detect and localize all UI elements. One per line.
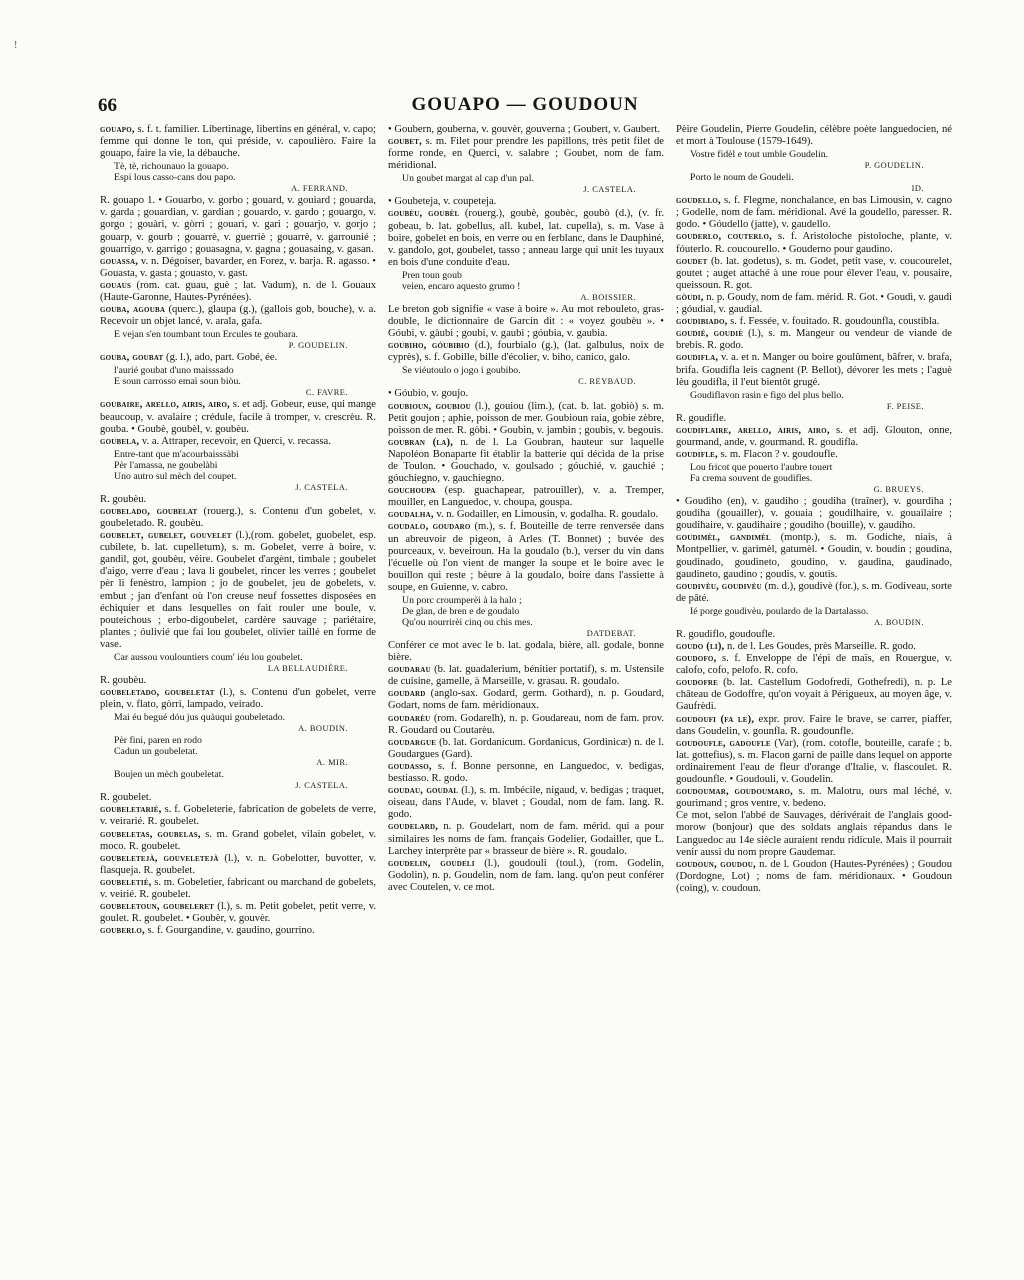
entry-headword: goudoufle, gadoufle (676, 737, 771, 749)
dictionary-entry (676, 653, 952, 677)
verse-quotation (100, 769, 376, 791)
entry-definition: s. m. Gobeletier, fabricant ou marchand de gobelets, v. veirié. R. goubelet. (100, 876, 376, 901)
entry-headword: goudau, goudal (388, 785, 459, 797)
dictionary-column-3 (676, 124, 952, 895)
dictionary-entry (388, 761, 664, 785)
dictionary-entry (100, 399, 376, 435)
entry-definition: R. goudiflo, goudoufle. (676, 628, 776, 640)
entry-definition: s. f. Enveloppe de l'épi de maïs, en Rouergue, v. calofo, cofo, pelofo. R. cofo. (676, 653, 952, 677)
entry-headword: goudello, (676, 195, 721, 207)
entry-definition: R. goudifle. (676, 412, 727, 424)
dictionary-entry (100, 256, 376, 280)
entry-definition: • Góubio, v. goujo. (388, 388, 469, 400)
dictionary-column-2 (388, 124, 664, 894)
entry-headword: goubeletado, goubeletat (100, 687, 215, 699)
entry-headword: goudiflaire, arello, airis, airo, (676, 424, 830, 436)
verse-line: Pèr l'amassa, ne goubelàbi (114, 459, 218, 471)
entry-headword: gouberlo, (100, 925, 145, 937)
verse-source: A. MIR. (316, 758, 348, 768)
verse-line: Un goubet margat al cap d'un pal. (402, 173, 534, 185)
entry-definition: R. goubèu. (100, 675, 147, 686)
entry-headword: goubèu, goubèl (388, 208, 460, 220)
entry-headword: goudargue (388, 736, 437, 748)
verse-quotation (100, 365, 376, 398)
verse-quotation (676, 149, 952, 171)
verse-line: Cadun un goubeletat. (114, 746, 198, 758)
entry-headword: goudoumar, goudoumaro, (676, 786, 794, 798)
entry-definition: (l.), goudouli (toul.), (rom. Godelin, Godolin), n. p. Goudelin, nom de fam. lang. qu'on peut conférer avec Coutelen, v. ce mot. (388, 857, 664, 893)
entry-definition: (l.), s. m. Imbécile, nigaud, v. bedigas ; traquet, oiseau, dans l'Aude, v. blavet ; Goudal, nom de fam. lang. R. godo. (388, 785, 664, 821)
verse-source: C. REYBAUD. (578, 377, 636, 387)
verse-line: Se viéutoulo o jogo i goubibo. (402, 365, 521, 377)
entry-definition: (m.), s. f. Bouteille de terre renversée dans un abreuvoir de pigeon, à Arles (T. Bonnet) ; buvée des pourceaux, v. beveiroun. Ha la goudalo (b.), verser du vin dans l'écuelle où l'on vient de manger la soupe et le boire avec le bouillon qui reste ; bèure à la goudalo, boire dans l'assiette à soupe, en Guienne, v. cabro. (388, 521, 664, 593)
verse-line: Mai éu begué dóu jus quàuqui goubeletado. (114, 712, 286, 724)
entry-definition: (querc.), glaupa (g.), (gallois gob, bouche), v. a. Recevoir un objet lancé, v. arala, gafa. (100, 304, 376, 328)
entry-headword: goubeletejà, gouveletejà (100, 852, 219, 864)
verse-quotation (100, 712, 376, 734)
dictionary-entry (676, 786, 952, 810)
entry-definition: s. f. Flegme, nonchalance, en bas Limousin, v. cagno ; Godelle, nom de fam. méridional. Avé la goudello, paresser. R. godo. • Góudello (jatte), v. gaudello. (676, 195, 952, 231)
dictionary-entry (676, 641, 952, 653)
verse-line: Espi lous casso-cans dou papo. (114, 172, 236, 184)
entry-headword: goubaire, arello, airis, airo, (100, 399, 231, 411)
dictionary-entry (676, 425, 952, 449)
verse-source: G. BRUEYS. (873, 485, 924, 495)
verse-quotation (100, 652, 376, 674)
entry-definition: R. goubèu. (100, 493, 147, 505)
entry-definition: n. de l. Goudon (Hautes-Pyrénées) ; Goudou (Dordogne, Lot) ; noms de fam. méridionaux. • Goudoun (coing), v. coudoun. (676, 858, 952, 894)
entry-definition: s. m. Filet pour prendre les papillons, très petit filet de forme ronde, en Querci, v. salabre ; Goubet, nom de fam. méridional. (388, 136, 664, 172)
entry-headword: goudifla, (676, 352, 719, 364)
dictionary-entry (388, 340, 664, 364)
entry-headword: gouchoupa (388, 485, 436, 497)
entry-headword: goudard (388, 688, 426, 700)
dictionary-entry (676, 677, 952, 713)
verse-quotation (676, 462, 952, 495)
entry-definition: (anglo-sax. Godard, germ. Gothard), n. p. Goudard, Godart, noms de fam. méridionaux. (388, 688, 664, 712)
verse-source: J. CASTELA. (295, 482, 348, 492)
entry-definition: (g. l.), ado, part. Gobé, ée. (163, 352, 278, 364)
dictionary-entry (388, 737, 664, 761)
dictionary-entry (388, 136, 664, 172)
dictionary-entry (100, 124, 376, 160)
dictionary-entry (100, 804, 376, 828)
dictionary-entry (100, 494, 376, 506)
dictionary-entry (676, 413, 952, 425)
verse-line: Tè, tè, richounauo la gouapo. (114, 161, 229, 173)
page-number: 66 (98, 95, 117, 116)
dictionary-entry (100, 792, 376, 804)
entry-definition: s. f. Fessée, v. fouitado. R. goudounfla, coustibla. (727, 316, 940, 328)
entry-definition: R. gouapo 1. • Gouarbo, v. gorbo ; gouard, v. gouiard ; gouarda, v. garda ; gouardian, v. gardian ; gouardo, v. gardo ; gouargo, v. gorgo ; gouàri, v. gòrri ; gouari, v. gari ; gouarjo, v. gorjo ; gouarp, v. gourb ; gouarrè, v. guerriè ; gouarrè, v. garrounié ; gouarrigo, v. garrigo ; gouasagna, v. gagna ; gouasaing, v. gasan. (100, 195, 376, 255)
entry-headword: gouapo, (100, 124, 135, 135)
entry-definition: (b. lat. Castellum Godofredi, Gothefredi), n. p. Le château de Godoffre, qu'on voyait à Périgueux, au moyen âge, v. Gaufrèdi. (676, 677, 952, 713)
verse-line: Qu'ou nourrirèi cinq ou chis mes. (402, 617, 533, 628)
entry-definition: s. f. Gobeleterie, fabrication de gobelets de verre, v. veirarié. R. goubelet. (100, 804, 376, 828)
dictionary-entry (676, 810, 952, 858)
verse-line: Vostre fidèl e tout umble Goudelin. (690, 149, 829, 161)
entry-definition: v. n. Dégoiser, bavarder, en Forez, v. barja. R. agasso. • Gouasta, v. gasta ; gouasto, v. gast. (100, 255, 376, 279)
entry-headword: goubet, (388, 136, 423, 148)
verse-source: A. FERRAND. (291, 184, 348, 194)
entry-headword: goudimèl, gandimèl (676, 532, 771, 544)
dictionary-entry (100, 530, 376, 651)
entry-headword: goudofre (676, 677, 719, 689)
dictionary-entry (676, 352, 952, 388)
dictionary-entry (100, 675, 376, 687)
entry-headword: gouderlo, couterlo, (676, 231, 773, 243)
dictionary-entry (676, 124, 952, 148)
dictionary-entry (676, 581, 952, 605)
dictionary-entry (388, 521, 664, 594)
verse-quotation (388, 173, 664, 195)
entry-definition: (b. lat. godetus), s. m. Godet, petit vase, v. coucourelet, goutet ; auget attaché à une roue pour élever l'eau, v. pousaire, queissoun. R. got. (676, 255, 952, 291)
dictionary-entry (676, 328, 952, 352)
verse-source: A. BOUDIN. (298, 724, 348, 734)
running-head: GOUAPO — GOUDOUN (411, 94, 639, 115)
dictionary-entry (388, 785, 664, 821)
entry-definition: s. f. Gourgandine, v. gaudino, gourrino. (144, 925, 315, 937)
verse-source: ID. (911, 184, 924, 194)
verse-quotation (388, 595, 664, 639)
dictionary-entry (676, 256, 952, 292)
entry-headword: gouaus (100, 279, 132, 291)
dictionary-entry (388, 208, 664, 268)
entry-headword: goudivèu, goudivèu (676, 580, 762, 592)
entry-definition: Le breton gob signifie « vase à boire ». Au mot rebouleto, gras-double, le dictionnaire de Garcin dit : « voyez goubèu ». • Góubi, v. gàubi ; goubi, v. gaubi ; góubia, v. gaubia. (388, 303, 664, 340)
dictionary-column-1 (100, 124, 376, 937)
verse-line: Boujen un mèch goubeletat. (114, 769, 224, 781)
entry-headword: goubioun, goubiou (388, 400, 471, 412)
entry-headword: goudoufi (fa le), (676, 713, 755, 725)
entry-definition: (l.), gouiou (lim.), (cat. b. lat. gobiò) s. m. Petit goujon ; aphie, poisson de mer. Goubioun raia, gobie zèbre, poisson de mer. R. gòbi. • Goubin, v. jambin ; goubis, v. begouis. (388, 400, 664, 436)
dictionary-entry (100, 829, 376, 853)
dictionary-entry (100, 925, 376, 937)
entry-headword: goubeletarié, (100, 804, 162, 816)
entry-headword: goudifle, (676, 448, 718, 460)
entry-headword: goubiho, góubibio (388, 340, 470, 352)
entry-headword: goubeletoun, goubeleret (100, 901, 215, 913)
entry-definition: s. et adj. Glouton, onne, gourmand, ande, v. gourmand. R. goudifla. (676, 424, 952, 448)
dictionary-entry (676, 859, 952, 895)
entry-headword: goudofo, (676, 653, 717, 665)
entry-definition: n. de l. La Goubran, hauteur sur laquelle Napoléon Bonaparte fit établir la batterie qui décida de la prise de Toulon. • Gouchado, v. goulsado ; góuchié, v. gauchié ; góuchiegno, v. gauchiegno. (388, 436, 664, 485)
verse-quotation (676, 390, 952, 412)
verse-line: Pren toun goub (402, 269, 462, 281)
verse-quotation (676, 606, 952, 628)
entry-definition: (l.), s. m. Petit gobelet, petit verre, v. goulet. R. goubelet. • Goubèr, v. gouvèr. (100, 901, 376, 925)
verse-line: Car aussou voulountiers coum' iéu lou goubelet. (114, 652, 303, 663)
dictionary-entry (100, 687, 376, 711)
entry-headword: goudié, goudiè (676, 328, 744, 340)
dictionary-entry (100, 304, 376, 328)
verse-line: Ié porge goudivèu, poulardo de la Dartalasso. (690, 605, 869, 617)
entry-headword: gouba, agouba (100, 304, 166, 316)
verse-line: Porto le noum de Goudeli. (690, 172, 794, 184)
dictionary-entry (100, 853, 376, 877)
verse-line: Fa crema souvent de goudifles. (690, 473, 813, 485)
entry-definition: (rom. Godarelh), n. p. Goudareau, nom de fam. prov. R. Goudard ou Coutarèu. (388, 712, 664, 736)
entry-headword: goubeletas, goubelas, (100, 828, 201, 840)
entry-definition: s. f. Bonne personne, en Languedoc, v. bedigas, bestiasso. R. godo. (388, 760, 664, 785)
entry-headword: goubran (la), (388, 436, 454, 448)
dictionary-entry (676, 738, 952, 786)
dictionary-entry (100, 195, 376, 255)
dictionary-entry (676, 195, 952, 231)
entry-definition: s. m. Flacon ? v. goudoufle. (717, 448, 838, 460)
verse-line: E vejan s'en toumbant toun Ercules te goubara. (114, 329, 299, 341)
verse-line: E soun carrosso emai soun biòu. (114, 376, 241, 388)
entry-definition: R. goubelet. (100, 792, 152, 804)
dictionary-entry (676, 496, 952, 532)
entry-definition: Conférer ce mot avec le b. lat. godala, bière, all. godale, bonne bière. (388, 640, 664, 664)
dictionary-entry (388, 485, 664, 509)
dictionary-entry (100, 877, 376, 901)
entry-definition: (rouerg.), s. Contenu d'un gobelet, v. goubeletado. R. goubèu. (100, 505, 376, 529)
dictionary-entry (676, 532, 952, 580)
entry-definition: v. n. Godailler, en Limousin, v. godalha. R. goudalo. (433, 509, 659, 521)
verse-quotation (676, 172, 952, 194)
entry-definition: • Goudiho (en), v. gaudiho ; goudiha (traîner), v. gourdiha ; goudiha (gouailler), v. gouaia ; goudilhaire, v. gouailaire ; goudihaire, v. gaudihaire ; goudiho (bouille), v. gaudiho. (676, 496, 952, 532)
dictionary-entry (676, 449, 952, 461)
verse-quotation (388, 270, 664, 303)
verse-quotation (100, 161, 376, 194)
verse-quotation (388, 365, 664, 387)
dictionary-entry (676, 714, 952, 738)
entry-definition: Pèire Goudelin, Pierre Goudelin, célèbre poète languedocien, né et mort à Toulouse (1579-1649). (676, 124, 952, 148)
dictionary-entry (388, 437, 664, 485)
verse-source: F. PEISE. (886, 401, 924, 411)
entry-definition: (esp. guachapear, patrouiller), v. a. Tremper, mouiller, en Languedoc, v. choupa, gouspa. (388, 485, 664, 509)
dictionary-entry (100, 280, 376, 304)
dictionary-entry (388, 388, 664, 400)
entry-definition: (l.), s. Contenu d'un gobelet, verre plein, v. flato, gòrri, lampado, veirado. (100, 687, 376, 711)
entry-headword: goubelado, goubelat (100, 505, 198, 517)
entry-headword: goudarau (388, 664, 431, 676)
entry-headword: goubelet, gubelet, gouvelet (100, 530, 232, 542)
verse-source: C. FAVRE. (305, 388, 348, 398)
entry-definition: expr. prov. Faire le brave, se carrer, piaffer, dans Goudelin, v. gounfla. R. goudounfle. (676, 713, 952, 737)
dictionary-entry (388, 304, 664, 340)
entry-definition: • Goubern, gouberna, v. gouvèr, gouverna ; Goubert, v. Gaubert. (388, 124, 660, 135)
entry-definition: s. f. Aristoloche pistoloche, plante, v. fóuterlo. R. coucourello. • Gouderno pour gaudino. (676, 231, 952, 255)
entry-definition: n. p. Goudelart, nom de fam. mérid. qui a pour similaires les noms de fam. français Godelier, Godailler, que L. Larchey interprète par « brasseur de bière ». R. goudalo. (388, 821, 664, 857)
verse-source: A. BOUDIN. (874, 617, 924, 627)
entry-headword: goudet (676, 255, 708, 267)
entry-definition: (b. lat. guadalerium, bénitier portatif), s. m. Ustensile de cuisine, gamelle, à Marseille, v. grasau. R. goudalo. (388, 664, 664, 688)
entry-headword: goudalo, goudaro (388, 521, 471, 533)
entry-headword: goudelin, goudeli (388, 857, 475, 869)
entry-definition: (m. d.), goudivè (for.), s. m. Godiveau, sorte de pâté. (676, 580, 953, 604)
dictionary-entry (388, 858, 664, 894)
entry-headword: goudoun, goudou, (676, 858, 756, 870)
dictionary-entry (676, 629, 952, 641)
entry-headword: gòudi, (676, 291, 704, 303)
dictionary-entry (100, 901, 376, 925)
verse-line: De glan, de bren e de goudalo (402, 606, 520, 617)
verse-line: Entre-tant que m'acourbaisssàbi (114, 448, 239, 460)
entry-definition: s. m. Grand gobelet, vilain gobelet, v. moco. R. goubelet. (100, 828, 376, 852)
entry-definition: (rouerg.), goubè, goubèc, goubò (d.), (v. fr. gobeau, b. lat. gobellus, all. kubel, lat. cupella), s. m. Vase à boire, gobelet en bois, en verre ou en ferblanc, dans le Dauphiné, v. gandolo, got, goubelet, tasso ; anneau large qui unit les tuyaux en bois d'une conduite d'eau. (388, 208, 664, 268)
verse-source: J. CASTELA. (295, 781, 348, 791)
entry-headword: goudarèu (388, 712, 431, 724)
dictionary-entry (388, 688, 664, 712)
verse-quotation (100, 329, 376, 351)
dictionary-entry (388, 401, 664, 437)
entry-definition: n. p. Goudy, nom de fam. mérid. R. Got. • Goudi, v. gaudi ; góudial, v. gaudial. (676, 291, 952, 316)
dictionary-entry (388, 124, 664, 136)
verse-line: Goudiflavon rasin e figo del plus bello. (690, 389, 844, 401)
entry-definition: Ce mot, selon l'abbé de Sauvages, dérivérait de l'anglais good-morow (bonjour) que des soldats anglais répandus dans le Languedoc au 14e siècle auraient rendu ridicule. Mais il pourrait venir aussi du nom propre Gaudemar. (676, 810, 952, 858)
entry-headword: goudalha, (388, 509, 434, 521)
entry-definition: (l.), s. m. Mangeur ou vendeur de viande de brebis. R. godo. (676, 328, 952, 352)
dictionary-entry (676, 316, 952, 328)
dictionary-entry (100, 506, 376, 530)
entry-definition: (l.),(rom. gobelet, guobelet, esp. cubilete, b. lat. cupelletum), s. m. Gobelet, verre à boire, v. gandil, got, goubèu, vèire. Goubelet d'argènt, timbale ; goubelet d'aigo, verre d'eau ; lava li goubelet, rincer les verres ; goubelet pèr li fenèstro, lampion ; jo de goubelet, jeu de gobelets, v. embut ; jan d'enfant où l'on creuse neuf fossettes disposées en échiquier et dans lesquelles on fait rouler une boule, v. pouteichous ; erbo-digoubelet, cardère sauvage ; pariétaire, plantes ; óulivié que fai lou goubelet, olivier taillé en forme de vase. (100, 530, 377, 650)
entry-headword: goubela, (100, 435, 140, 447)
entry-headword: goudelard, (388, 821, 439, 833)
entry-definition: (d.), fourbialo (g.), (lat. galbulus, noix de cyprès), s. f. Gobille, bille d'écolier, v. biho, canico, galo. (388, 340, 664, 364)
dictionary-entry (100, 436, 376, 448)
verse-source: A. BOISSIER. (580, 292, 636, 302)
verse-line: Uno autro sul mèch del coupet. (114, 470, 237, 482)
entry-headword: goudo (li), (676, 641, 725, 652)
dictionary-entry (388, 509, 664, 521)
dictionary-entry (100, 352, 376, 364)
verse-source: DATDEBAT. (586, 629, 636, 638)
verse-source: P. GOUDELIN. (864, 161, 924, 171)
entry-definition: n. de l. Les Goudes, près Marseille. R. godo. (724, 641, 916, 652)
verse-line: Lou fricot que pouerto l'aubre touert (690, 462, 833, 474)
verse-source: LA BELLAUDIÈRE. (267, 664, 348, 673)
dictionary-entry (388, 821, 664, 857)
verse-line: Un porc croumperèi à la halo ; (402, 595, 522, 606)
dictionary-entry (676, 292, 952, 316)
entry-definition: • Goubeteja, v. coupeteja. (388, 196, 497, 208)
entry-headword: goudasso, (388, 760, 432, 772)
entry-definition: v. a. Attraper, recevoir, en Querci, v. recassa. (139, 435, 331, 447)
entry-definition: (Var), (rom. cotofle, bouteille, carafe ; b. lat. gottefìus), s. m. Flacon garni de paille dans lequel on apporte ordinairement l'eau de fleur d'orange d'Italie, v. flascoulet. R. goudounfle. • Goudouli, v. Goudelin. (676, 737, 952, 786)
dictionary-entry (388, 196, 664, 208)
verse-line: veien, encaro aquesto grumo ! (402, 280, 521, 292)
dictionary-entry (388, 664, 664, 688)
entry-definition: s. m. Malotru, ours mal léché, v. gourimand ; gros ventre, v. bedeno. (676, 786, 952, 810)
dictionary-entry (388, 640, 664, 664)
entry-definition: s. et adj. Gobeur, euse, qui mange beaucoup, v. avalaire ; crédule, facile à tromper, v. crescrèu. R. gouba. • Goubè, goubèl, v. goubèu. (100, 399, 376, 435)
verse-source: P. GOUDELIN. (288, 341, 348, 351)
margin-mark: ! (14, 40, 18, 51)
verse-line: l'aurié goubat d'uno maisssado (114, 365, 234, 377)
entry-definition: s. f. t. familier. Libertinage, libertins en général, v. capo; femme qui donne le ton, qui préside, v. capoulièro. Faire la gouapo, faire la vie, la débauche. (100, 124, 376, 160)
dictionary-entry (388, 713, 664, 737)
dictionary-entry (676, 231, 952, 255)
entry-definition: (montp.), s. m. Godiche, niais, à Montpellier, v. garimèl, gatumèl. • Goudin, v. boudin ; goudina, goudinado, goudineto, goudino, v. gaudina, gaudinado, gaudineto, gaudino ; goudis, v. goutis. (676, 532, 952, 580)
entry-headword: gouba, goubat (100, 352, 164, 364)
entry-headword: goubeletié, (100, 876, 152, 888)
verse-quotation (100, 449, 376, 493)
entry-definition: (rom. cat. guau, guè ; lat. Vadum), n. de l. Gouaux (Haute-Garonne, Hautes-Pyrénées). (100, 279, 376, 304)
entry-definition: (l.), v. n. Gobelotter, buvotter, v. flasqueja. R. goubelet. (100, 852, 376, 876)
entry-headword: goudibiado, (676, 316, 728, 328)
verse-line: Pèr fini, paren en rodo (114, 735, 202, 747)
verse-quotation (100, 735, 376, 768)
entry-headword: gouassa, (100, 255, 139, 267)
entry-definition: v. a. et n. Manger ou boire goulûment, bâfrer, v. brafa, brifa. Goudifla leis cagnent (P. Bellot), dévorer les mets ; l'aguè lèu goudifla, il l'eut bientôt grugé. (676, 352, 952, 388)
entry-definition: (b. lat. Gordanicum. Gordanicus, Gordinicæ) n. de l. Goudargues (Gard). (388, 736, 664, 760)
verse-source: J. CASTELA. (583, 185, 636, 195)
